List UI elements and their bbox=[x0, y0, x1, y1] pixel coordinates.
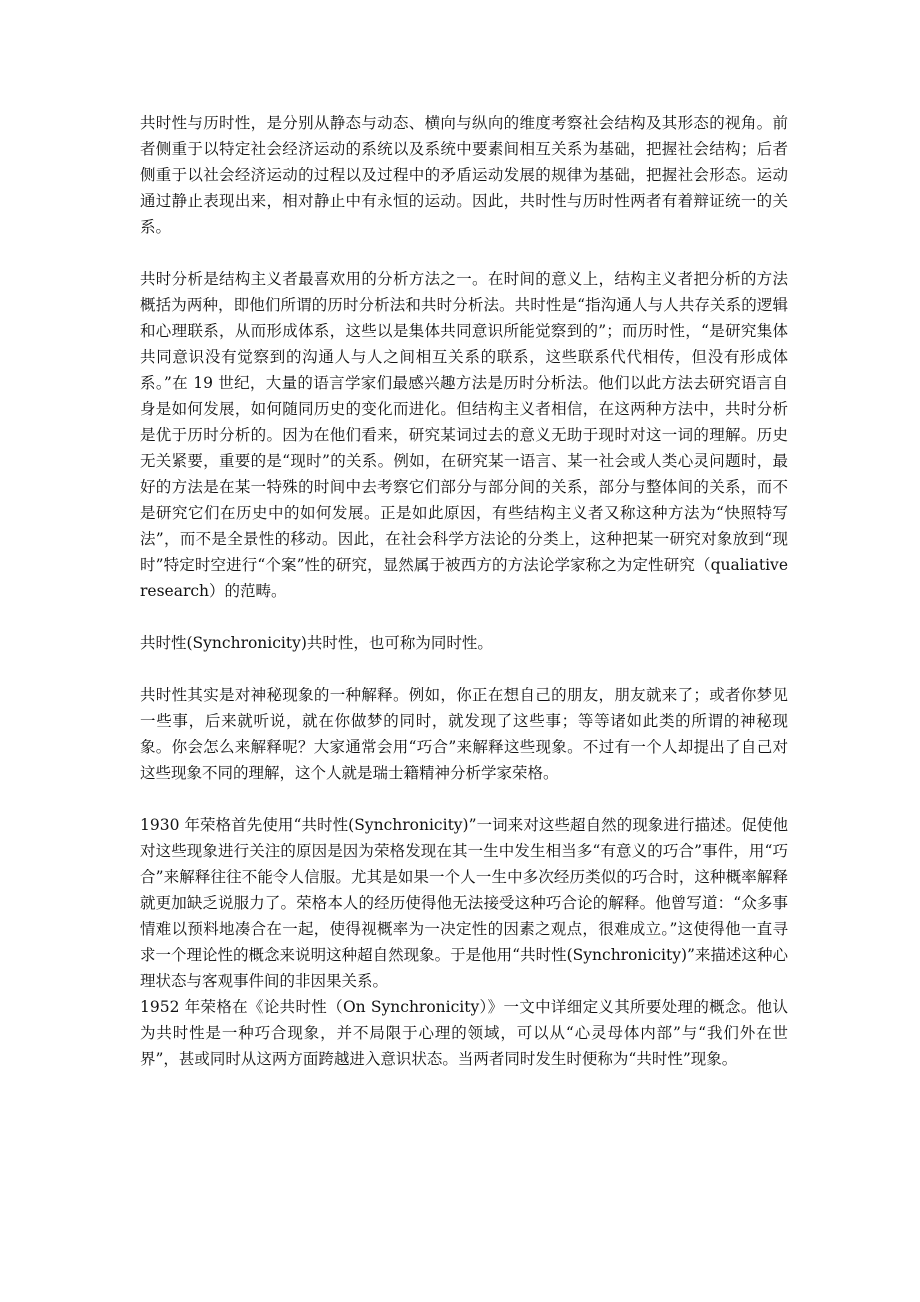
paragraph-mystical-explanation: 共时性其实是对神秘现象的一种解释。例如，你正在想自己的朋友，朋友就来了；或者你梦见一些事，后来就听说，就在你做梦的同时，就发现了这些事；等等诸如此类的所谓的神秘现象。你会怎么来解释呢？大家通常会用“巧合”来解释这些现象。不过有一个人却提出了自己对这些现象不同的理解，这个人就是瑞士籍精神分析学家荣格。 bbox=[140, 686, 788, 782]
paragraph-jung-1930: 1930 年荣格首先使用“共时性(Synchronicity)”一词来对这些超自然的现象进行描述。促使他对这些现象进行关注的原因是因为荣格发现在其一生中发生相当多“有意义的巧合”事件，用“巧合”来解释往往不能令人信服。尤其是如果一个人一生中多次经历类似的巧合时，这种概率解释就更加缺乏说服力了。荣格本人的经历使得他无法接受这种巧合论的解释。他曾写道：“众多事情难以预料地凑合在一起，使得视概率为一决定性的因素之观点，很难成立。”这使得他一直寻求一个理论性的概念来说明这种超自然现象。于是他用“共时性(Synchronicity)”来描述这种心理状态与客观事件间的非因果关系。 bbox=[140, 816, 788, 990]
paragraph-synchronic-diachronic: 共时性与历时性，是分别从静态与动态、横向与纵向的维度考察社会结构及其形态的视角。前者侧重于以特定社会经济运动的系统以及系统中要素间相互关系为基础，把握社会结构；后者侧重于以社会经济运动的过程以及过程中的矛盾运动发展的规律为基础，把握社会形态。运动通过静止表现出来，相对静止中有永恒的运动。因此，共时性与历时性两者有着辩证统一的关系。 bbox=[140, 114, 788, 236]
paragraph-synchronicity-definition: 共时性(Synchronicity)共时性，也可称为同时性。 bbox=[140, 634, 493, 652]
paragraph-synchronic-analysis: 共时分析是结构主义者最喜欢用的分析方法之一。在时间的意义上，结构主义者把分析的方法概括为两种，即他们所谓的历时分析法和共时分析法。共时性是“指沟通人与人共存关系的逻辑和心理联系，从而形成体系，这些以是集体共同意识所能觉察到的”；而历时性，“是研究集体共同意识没有觉察到的沟通人与人之间相互关系的联系，这些联系代代相传，但没有形成体系。”在 19 世纪，大量的语言学家们最感兴趣方法是历时分析法。他们以此方法去研究语言自身是如何发展，如何随同历史的变化而进化。但结构主义者相信，在这两种方法中，共时分析是优于历时分析的。因为在他们看来，研究某词过去的意义无助于现时对这一词的理解。历史无关紧要，重要的是“现时”的关系。例如，在研究某一语言、某一社会或人类心灵问题时，最好的方法是在某一特殊的时间中去考察它们部分与部分间的关系，部分与整体间的关系，而不是研究它们在历史中的如何发展。正是如此原因，有些结构主义者又称这种方法为“快照特写法”，而不是全景性的移动。因此，在社会科学方法论的分类上，这种把某一研究对象放到“现时”特定时空进行“个案”性的研究，显然属于被西方的方法论学家称之为定性研究（qualiative research）的范畴。 bbox=[140, 270, 788, 600]
document-body bbox=[140, 110, 788, 1098]
paragraph-jung-1952: 1952 年荣格在《论共时性（On Synchronicity）》一文中详细定义其所要处理的概念。他认为共时性是一种巧合现象，并不局限于心理的领域，可以从“心灵母体内部”与“我们外在世界”，甚或同时从这两方面跨越进入意识状态。当两者同时发生时便称为“共时性”现象。 bbox=[140, 998, 788, 1068]
